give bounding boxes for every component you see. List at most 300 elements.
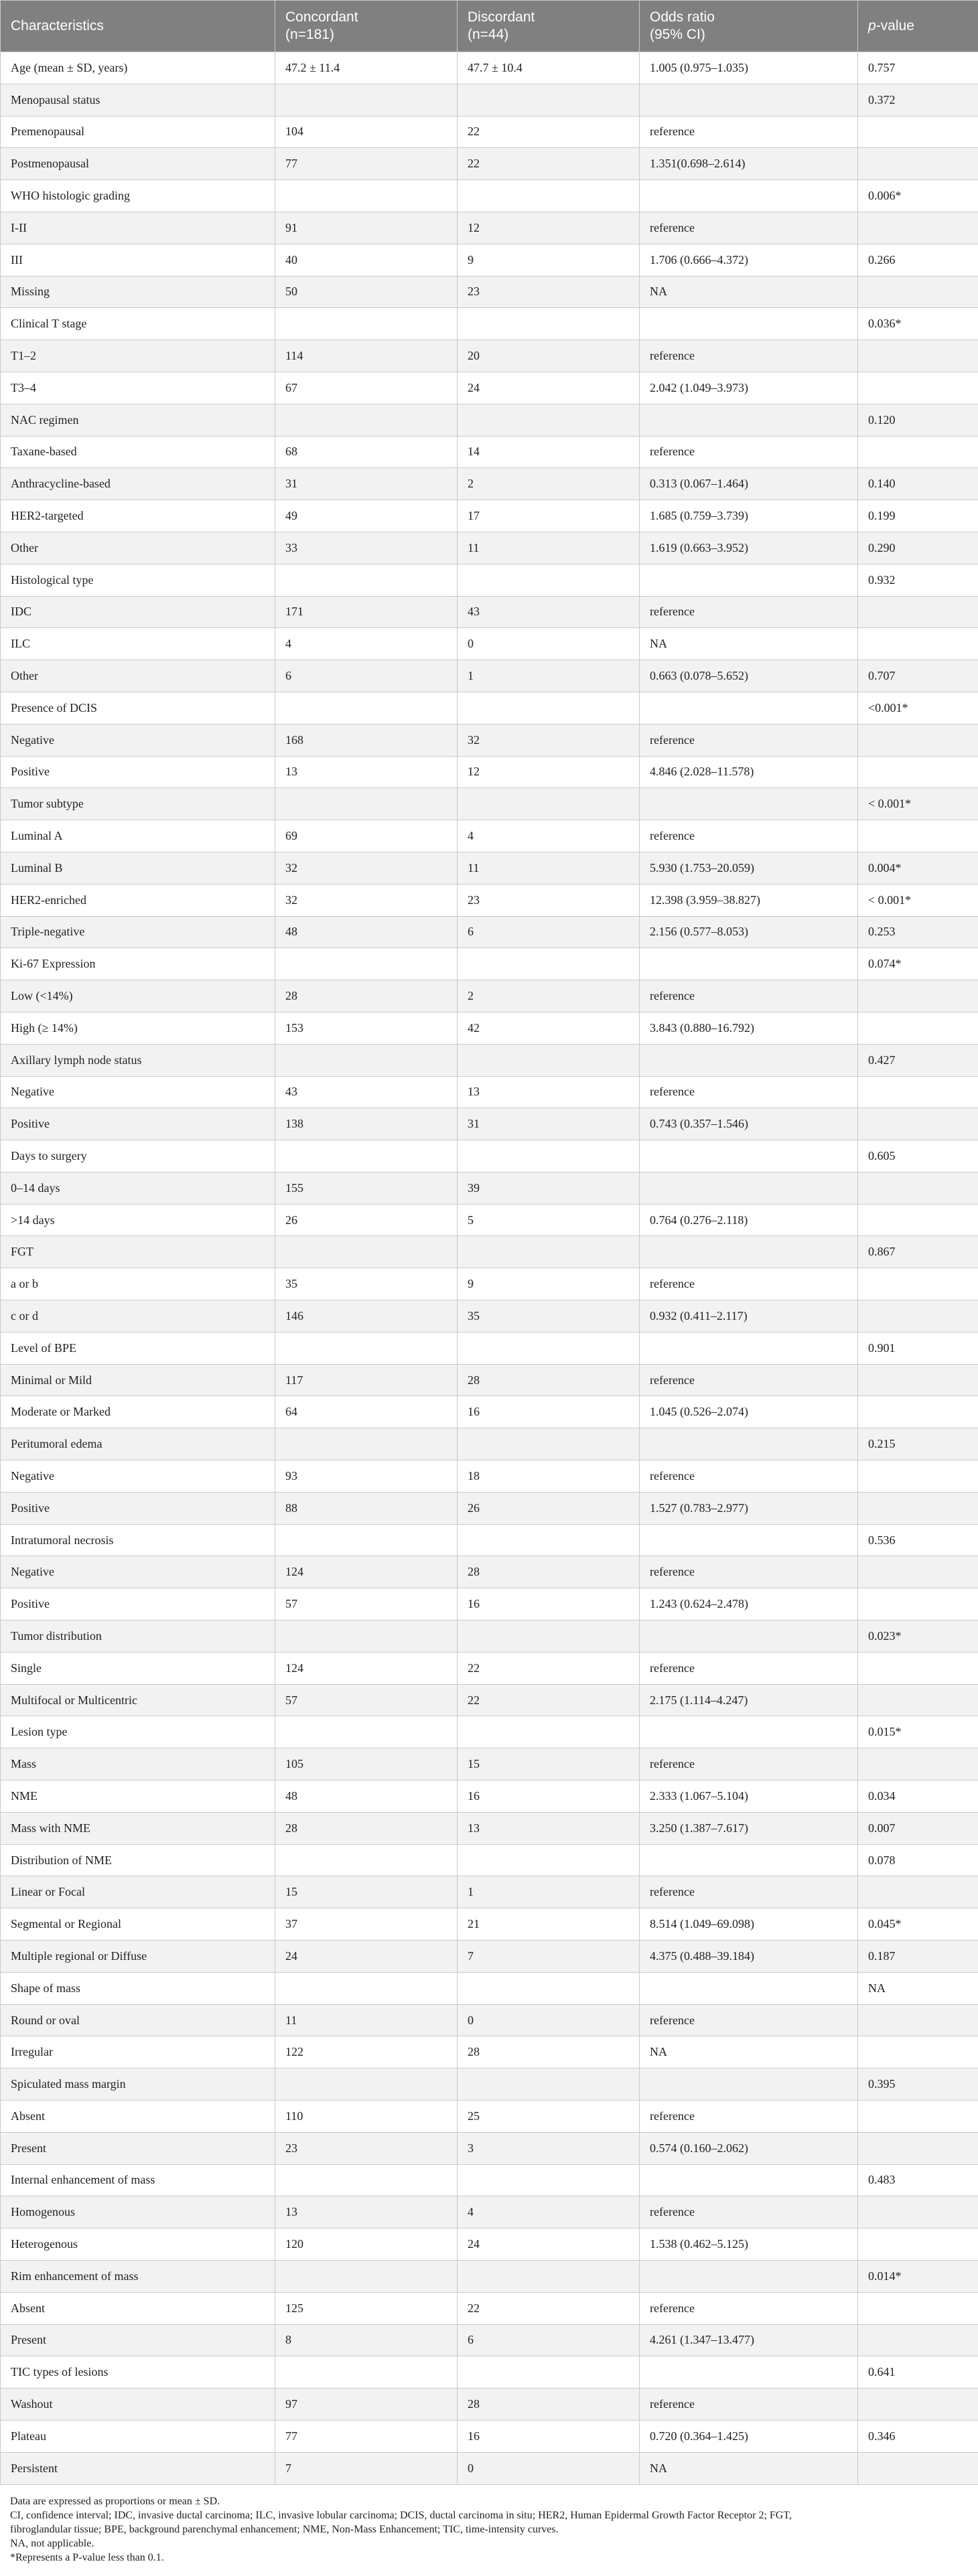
- concordant-cell: [275, 84, 458, 116]
- p-value-cell: 0.932: [858, 564, 978, 596]
- concordant-cell: 57: [275, 1684, 458, 1716]
- concordant-cell: [275, 2068, 458, 2101]
- concordant-cell: 8: [275, 2324, 458, 2356]
- odds-ratio-cell: [640, 84, 858, 116]
- odds-ratio-cell: [640, 180, 858, 212]
- odds-ratio-cell: 2.175 (1.114–4.247): [640, 1684, 858, 1716]
- concordant-cell: 153: [275, 1012, 458, 1044]
- discordant-cell: 35: [458, 1300, 640, 1333]
- p-value-cell: [858, 1684, 978, 1716]
- characteristic-cell: Absent: [1, 2292, 275, 2324]
- header-characteristics-label: Characteristics: [11, 18, 104, 33]
- discordant-cell: [458, 2260, 640, 2292]
- p-value-cell: 0.014*: [858, 2260, 978, 2292]
- table-row: [1, 468, 978, 500]
- p-value-cell: 0.253: [858, 916, 978, 948]
- characteristic-cell: Positive: [1, 1588, 275, 1620]
- discordant-cell: 12: [458, 212, 640, 244]
- concordant-cell: [275, 2164, 458, 2196]
- header-concordant: [275, 1, 458, 52]
- characteristic-cell: Luminal A: [1, 820, 275, 852]
- characteristic-cell: Premenopausal: [1, 116, 275, 148]
- header-characteristics: [1, 1, 275, 52]
- discordant-cell: 3: [458, 2132, 640, 2164]
- p-value-cell: [858, 2004, 978, 2036]
- discordant-cell: 11: [458, 852, 640, 884]
- odds-ratio-cell: reference: [640, 596, 858, 628]
- table-row: [1, 1012, 978, 1044]
- table-row: [1, 244, 978, 276]
- p-value-cell: 0.036*: [858, 308, 978, 340]
- p-value-cell: 0.395: [858, 2068, 978, 2101]
- table-row: [1, 1268, 978, 1300]
- p-value-cell: 0.140: [858, 468, 978, 500]
- p-value-cell: [858, 2324, 978, 2356]
- odds-ratio-cell: [640, 2356, 858, 2389]
- characteristic-cell: WHO histologic grading: [1, 180, 275, 212]
- characteristic-cell: Luminal B: [1, 852, 275, 884]
- odds-ratio-cell: [640, 1972, 858, 2004]
- discordant-cell: [458, 1428, 640, 1460]
- p-value-cell: 0.034: [858, 1781, 978, 1813]
- odds-ratio-cell: [640, 788, 858, 820]
- characteristic-cell: Tumor subtype: [1, 788, 275, 820]
- discordant-cell: 24: [458, 372, 640, 404]
- p-value-cell: 0.641: [858, 2356, 978, 2389]
- characteristic-cell: Heterogenous: [1, 2228, 275, 2261]
- characteristic-cell: a or b: [1, 1268, 275, 1300]
- characteristic-cell: High (≥ 14%): [1, 1012, 275, 1044]
- discordant-cell: 39: [458, 1172, 640, 1204]
- table-row: [1, 1460, 978, 1493]
- discordant-cell: [458, 1332, 640, 1364]
- p-value-cell: [858, 2389, 978, 2421]
- characteristic-cell: Taxane-based: [1, 436, 275, 468]
- discordant-cell: 2: [458, 980, 640, 1012]
- odds-ratio-cell: reference: [640, 1364, 858, 1396]
- table-row: [1, 1492, 978, 1524]
- p-value-cell: [858, 1108, 978, 1140]
- characteristic-cell: Round or oval: [1, 2004, 275, 2036]
- p-value-cell: [858, 148, 978, 180]
- characteristic-cell: III: [1, 244, 275, 276]
- table-row: [1, 308, 978, 340]
- table-row: [1, 2164, 978, 2196]
- concordant-cell: [275, 1972, 458, 2004]
- odds-ratio-cell: [640, 1332, 858, 1364]
- table-row: [1, 948, 978, 980]
- characteristic-cell: Negative: [1, 1556, 275, 1588]
- discordant-cell: 7: [458, 1941, 640, 1973]
- discordant-cell: [458, 564, 640, 596]
- odds-ratio-cell: 2.333 (1.067–5.104): [640, 1781, 858, 1813]
- concordant-cell: 138: [275, 1108, 458, 1140]
- concordant-cell: [275, 308, 458, 340]
- p-value-cell: [858, 1364, 978, 1396]
- discordant-cell: 20: [458, 340, 640, 372]
- characteristic-cell: ILC: [1, 628, 275, 660]
- characteristic-cell: Tumor distribution: [1, 1620, 275, 1653]
- p-value-cell: [858, 1556, 978, 1588]
- concordant-cell: 33: [275, 532, 458, 564]
- p-value-cell: [858, 2452, 978, 2484]
- discordant-cell: 9: [458, 244, 640, 276]
- concordant-cell: 40: [275, 244, 458, 276]
- odds-ratio-cell: 0.313 (0.067–1.464): [640, 468, 858, 500]
- characteristic-cell: Negative: [1, 1076, 275, 1108]
- characteristic-cell: Positive: [1, 1492, 275, 1524]
- odds-ratio-cell: reference: [640, 980, 858, 1012]
- odds-ratio-cell: 1.005 (0.975–1.035): [640, 52, 858, 84]
- discordant-cell: [458, 404, 640, 436]
- table-row: [1, 2228, 978, 2261]
- table-row: [1, 692, 978, 724]
- p-value-cell: [858, 1204, 978, 1236]
- concordant-cell: 67: [275, 372, 458, 404]
- odds-ratio-cell: 1.685 (0.759–3.739): [640, 500, 858, 532]
- p-value-cell: [858, 1012, 978, 1044]
- concordant-cell: 48: [275, 1781, 458, 1813]
- p-value-cell: 0.372: [858, 84, 978, 116]
- discordant-cell: 6: [458, 916, 640, 948]
- characteristic-cell: Presence of DCIS: [1, 692, 275, 724]
- p-value-cell: [858, 980, 978, 1012]
- discordant-cell: 28: [458, 2389, 640, 2421]
- concordant-cell: 32: [275, 884, 458, 916]
- concordant-cell: 93: [275, 1460, 458, 1493]
- concordant-cell: 122: [275, 2036, 458, 2068]
- table-row: [1, 724, 978, 756]
- odds-ratio-cell: reference: [640, 1460, 858, 1493]
- concordant-cell: [275, 788, 458, 820]
- table-row: [1, 1716, 978, 1748]
- characteristic-cell: Moderate or Marked: [1, 1396, 275, 1428]
- characteristic-cell: Washout: [1, 2389, 275, 2421]
- p-value-cell: [858, 340, 978, 372]
- characteristic-cell: Mass with NME: [1, 1812, 275, 1844]
- concordant-cell: [275, 2260, 458, 2292]
- p-value-cell: NA: [858, 1972, 978, 2004]
- concordant-cell: 171: [275, 596, 458, 628]
- characteristic-cell: NME: [1, 1781, 275, 1813]
- p-value-cell: < 0.001*: [858, 788, 978, 820]
- odds-ratio-cell: 2.042 (1.049–3.973): [640, 372, 858, 404]
- characteristic-cell: Negative: [1, 1460, 275, 1493]
- characteristic-cell: Negative: [1, 724, 275, 756]
- p-value-cell: 0.078: [858, 1844, 978, 1876]
- discordant-cell: [458, 308, 640, 340]
- characteristic-cell: Irregular: [1, 2036, 275, 2068]
- header-concordant-label: Concordant: [285, 9, 358, 25]
- discordant-cell: 13: [458, 1812, 640, 1844]
- discordant-cell: 14: [458, 436, 640, 468]
- p-value-cell: [858, 1748, 978, 1781]
- characteristic-cell: Positive: [1, 756, 275, 788]
- odds-ratio-cell: 4.846 (2.028–11.578): [640, 756, 858, 788]
- discordant-cell: 21: [458, 1908, 640, 1941]
- p-value-cell: 0.023*: [858, 1620, 978, 1653]
- p-value-cell: [858, 1172, 978, 1204]
- discordant-cell: 1: [458, 1876, 640, 1908]
- header-p-rest: -value: [876, 18, 914, 33]
- characteristic-cell: Intratumoral necrosis: [1, 1524, 275, 1556]
- characteristic-cell: Minimal or Mild: [1, 1364, 275, 1396]
- discordant-cell: 43: [458, 596, 640, 628]
- concordant-cell: [275, 180, 458, 212]
- odds-ratio-cell: 4.261 (1.347–13.477): [640, 2324, 858, 2356]
- table-row: [1, 276, 978, 308]
- p-value-cell: 0.867: [858, 1236, 978, 1268]
- concordant-cell: [275, 1236, 458, 1268]
- characteristic-cell: Positive: [1, 1108, 275, 1140]
- characteristic-cell: IDC: [1, 596, 275, 628]
- odds-ratio-cell: 2.156 (0.577–8.053): [640, 916, 858, 948]
- characteristic-cell: Other: [1, 660, 275, 692]
- concordant-cell: [275, 692, 458, 724]
- p-value-cell: 0.004*: [858, 852, 978, 884]
- table-row: [1, 1908, 978, 1941]
- header-discordant-label: Discordant: [468, 9, 535, 25]
- discordant-cell: 18: [458, 1460, 640, 1493]
- odds-ratio-cell: reference: [640, 1556, 858, 1588]
- characteristic-cell: I-II: [1, 212, 275, 244]
- concordant-cell: 155: [275, 1172, 458, 1204]
- p-value-cell: [858, 1588, 978, 1620]
- table-row: [1, 340, 978, 372]
- table-row: [1, 1076, 978, 1108]
- p-value-cell: 0.199: [858, 500, 978, 532]
- odds-ratio-cell: reference: [640, 820, 858, 852]
- concordant-cell: 88: [275, 1492, 458, 1524]
- characteristic-cell: Level of BPE: [1, 1332, 275, 1364]
- table-row: [1, 1364, 978, 1396]
- odds-ratio-cell: [640, 564, 858, 596]
- table-header: [1, 1, 978, 52]
- p-value-cell: < 0.001*: [858, 884, 978, 916]
- table-row: [1, 1044, 978, 1076]
- odds-ratio-cell: reference: [640, 1876, 858, 1908]
- characteristic-cell: T1–2: [1, 340, 275, 372]
- characteristic-cell: Other: [1, 532, 275, 564]
- odds-ratio-cell: 0.932 (0.411–2.117): [640, 1300, 858, 1333]
- discordant-cell: 31: [458, 1108, 640, 1140]
- discordant-cell: 28: [458, 2036, 640, 2068]
- concordant-cell: 117: [275, 1364, 458, 1396]
- discordant-cell: 16: [458, 1588, 640, 1620]
- table-row: [1, 404, 978, 436]
- odds-ratio-cell: [640, 2068, 858, 2101]
- table-row: [1, 1524, 978, 1556]
- table-row: [1, 532, 978, 564]
- p-value-cell: 0.007: [858, 1812, 978, 1844]
- p-value-cell: [858, 276, 978, 308]
- concordant-cell: 4: [275, 628, 458, 660]
- odds-ratio-cell: reference: [640, 116, 858, 148]
- concordant-cell: 49: [275, 500, 458, 532]
- odds-ratio-cell: reference: [640, 2196, 858, 2228]
- table-row: [1, 436, 978, 468]
- discordant-cell: 24: [458, 2228, 640, 2261]
- odds-ratio-cell: 0.743 (0.357–1.546): [640, 1108, 858, 1140]
- discordant-cell: [458, 788, 640, 820]
- odds-ratio-cell: reference: [640, 2389, 858, 2421]
- characteristic-cell: Days to surgery: [1, 1140, 275, 1172]
- p-value-cell: 0.536: [858, 1524, 978, 1556]
- concordant-cell: [275, 1044, 458, 1076]
- p-value-cell: 0.757: [858, 52, 978, 84]
- discordant-cell: 5: [458, 1204, 640, 1236]
- odds-ratio-cell: 3.250 (1.387–7.617): [640, 1812, 858, 1844]
- discordant-cell: 4: [458, 2196, 640, 2228]
- characteristic-cell: Rim enhancement of mass: [1, 2260, 275, 2292]
- table-row: [1, 628, 978, 660]
- concordant-cell: [275, 564, 458, 596]
- concordant-cell: [275, 1844, 458, 1876]
- p-value-cell: [858, 2292, 978, 2324]
- discordant-cell: [458, 948, 640, 980]
- discordant-cell: 16: [458, 1396, 640, 1428]
- table-row: [1, 820, 978, 852]
- characteristic-cell: Clinical T stage: [1, 308, 275, 340]
- table-row: [1, 148, 978, 180]
- concordant-cell: 48: [275, 916, 458, 948]
- characteristic-cell: Postmenopausal: [1, 148, 275, 180]
- table-row: [1, 1300, 978, 1333]
- discordant-cell: 9: [458, 1268, 640, 1300]
- table-row: [1, 2292, 978, 2324]
- p-value-cell: [858, 2196, 978, 2228]
- odds-ratio-cell: reference: [640, 436, 858, 468]
- odds-ratio-cell: 3.843 (0.880–16.792): [640, 1012, 858, 1044]
- characteristic-cell: T3–4: [1, 372, 275, 404]
- odds-ratio-cell: 8.514 (1.049–69.098): [640, 1908, 858, 1941]
- concordant-cell: 28: [275, 1812, 458, 1844]
- table-row: [1, 1108, 978, 1140]
- concordant-cell: [275, 1716, 458, 1748]
- concordant-cell: 37: [275, 1908, 458, 1941]
- odds-ratio-cell: [640, 1716, 858, 1748]
- table-row: [1, 212, 978, 244]
- odds-ratio-cell: [640, 1172, 858, 1204]
- discordant-cell: 25: [458, 2101, 640, 2133]
- characteristic-cell: Distribution of NME: [1, 1844, 275, 1876]
- discordant-cell: [458, 1044, 640, 1076]
- discordant-cell: [458, 2068, 640, 2101]
- odds-ratio-cell: [640, 1044, 858, 1076]
- concordant-cell: 124: [275, 1556, 458, 1588]
- odds-ratio-cell: reference: [640, 724, 858, 756]
- characteristic-cell: 0–14 days: [1, 1172, 275, 1204]
- p-value-cell: [858, 212, 978, 244]
- p-value-cell: [858, 1268, 978, 1300]
- discordant-cell: 23: [458, 276, 640, 308]
- concordant-cell: [275, 1428, 458, 1460]
- table-row: [1, 1332, 978, 1364]
- p-value-cell: [858, 596, 978, 628]
- table-row: [1, 660, 978, 692]
- concordant-cell: [275, 1524, 458, 1556]
- concordant-cell: [275, 404, 458, 436]
- discordant-cell: [458, 2164, 640, 2196]
- p-value-cell: 0.120: [858, 404, 978, 436]
- characteristic-cell: Segmental or Regional: [1, 1908, 275, 1941]
- p-value-cell: [858, 2228, 978, 2261]
- concordant-cell: [275, 1332, 458, 1364]
- p-value-cell: 0.015*: [858, 1716, 978, 1748]
- concordant-cell: 35: [275, 1268, 458, 1300]
- p-value-cell: [858, 2036, 978, 2068]
- characteristic-cell: Shape of mass: [1, 1972, 275, 2004]
- concordant-cell: 64: [275, 1396, 458, 1428]
- odds-ratio-cell: 12.398 (3.959–38.827): [640, 884, 858, 916]
- odds-ratio-cell: reference: [640, 2292, 858, 2324]
- table-row: [1, 1204, 978, 1236]
- p-value-cell: <0.001*: [858, 692, 978, 724]
- discordant-cell: [458, 1236, 640, 1268]
- table-row: [1, 1876, 978, 1908]
- p-value-cell: 0.006*: [858, 180, 978, 212]
- odds-ratio-cell: [640, 948, 858, 980]
- discordant-cell: [458, 1620, 640, 1653]
- characteristic-cell: Multiple regional or Diffuse: [1, 1941, 275, 1973]
- concordant-cell: [275, 2356, 458, 2389]
- table-row: [1, 1684, 978, 1716]
- odds-ratio-cell: reference: [640, 212, 858, 244]
- header-concordant-count: (n=181): [285, 27, 334, 42]
- concordant-cell: 7: [275, 2452, 458, 2484]
- discordant-cell: 22: [458, 148, 640, 180]
- odds-ratio-cell: [640, 1236, 858, 1268]
- concordant-cell: 146: [275, 1300, 458, 1333]
- header-p-italic: p: [868, 18, 876, 33]
- odds-ratio-cell: [640, 692, 858, 724]
- concordant-cell: 168: [275, 724, 458, 756]
- table-row: [1, 2132, 978, 2164]
- discordant-cell: [458, 84, 640, 116]
- discordant-cell: [458, 692, 640, 724]
- odds-ratio-cell: [640, 2260, 858, 2292]
- table-row: [1, 2356, 978, 2389]
- footnote-line: fibroglandular tissue; BPE, background parenchymal enhancement; NME, Non-Mass Enhancement; TIC, time-intensity curves.: [10, 2523, 559, 2535]
- odds-ratio-cell: 1.538 (0.462–5.125): [640, 2228, 858, 2261]
- table-row: [1, 2101, 978, 2133]
- p-value-cell: [858, 1492, 978, 1524]
- p-value-cell: [858, 820, 978, 852]
- odds-ratio-cell: reference: [640, 1076, 858, 1108]
- p-value-cell: [858, 756, 978, 788]
- footnote-line: CI, confidence interval; IDC, invasive ductal carcinoma; ILC, invasive lobular carcinoma; DCIS, ductal carcinoma in situ; HER2, Human Epidermal Growth Factor Receptor 2; FGT,: [10, 2509, 792, 2521]
- discordant-cell: 42: [458, 1012, 640, 1044]
- discordant-cell: 17: [458, 500, 640, 532]
- concordant-cell: 77: [275, 2420, 458, 2452]
- concordant-cell: 91: [275, 212, 458, 244]
- odds-ratio-cell: [640, 404, 858, 436]
- p-value-cell: 0.901: [858, 1332, 978, 1364]
- odds-ratio-cell: 4.375 (0.488–39.184): [640, 1941, 858, 1973]
- discordant-cell: 28: [458, 1364, 640, 1396]
- characteristic-cell: Triple-negative: [1, 916, 275, 948]
- discordant-cell: 0: [458, 2452, 640, 2484]
- characteristic-cell: Present: [1, 2324, 275, 2356]
- concordant-cell: 15: [275, 1876, 458, 1908]
- table-row: [1, 564, 978, 596]
- characteristic-cell: Linear or Focal: [1, 1876, 275, 1908]
- odds-ratio-cell: 0.764 (0.276–2.118): [640, 1204, 858, 1236]
- p-value-cell: 0.074*: [858, 948, 978, 980]
- table-row: [1, 2036, 978, 2068]
- discordant-cell: 28: [458, 1556, 640, 1588]
- characteristic-cell: Missing: [1, 276, 275, 308]
